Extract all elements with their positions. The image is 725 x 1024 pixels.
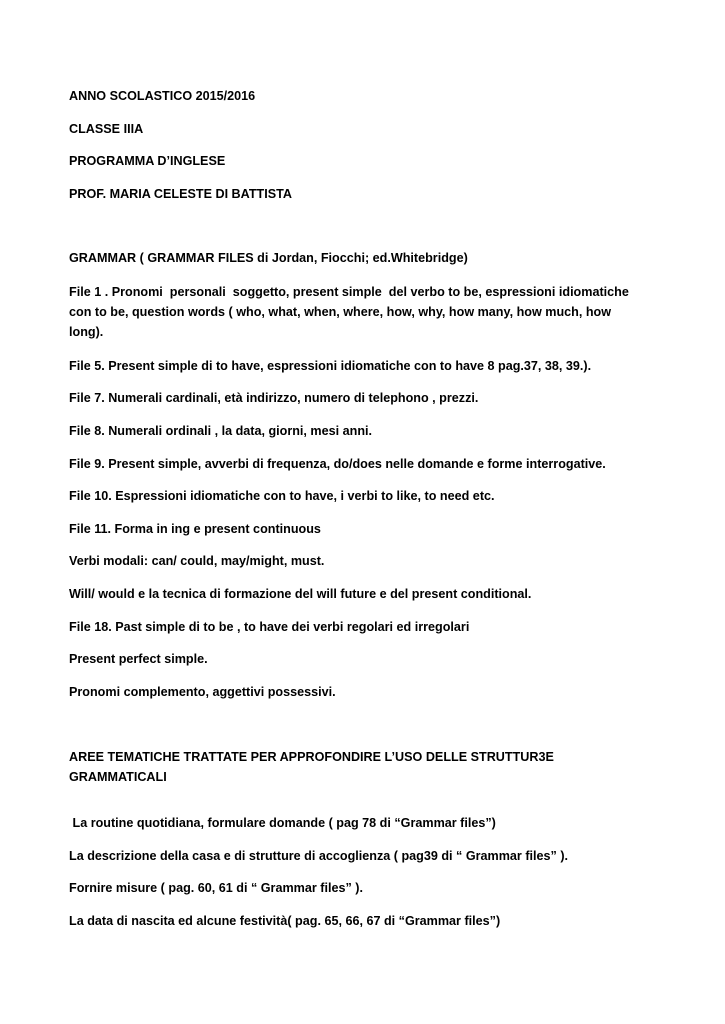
grammar-item: File 11. Forma in ing e present continuous <box>69 522 321 536</box>
grammar-item: File 1 . Pronomi personali soggetto, present simple del verbo to be, espressioni idiomatiche con to be, question words ( who, what, when, where, how, why, how many, how much, how long). <box>69 285 633 339</box>
grammar-item: File 18. Past simple di to be , to have dei verbi regolari ed irregolari <box>69 620 470 634</box>
grammar-item: File 9. Present simple, avverbi di frequenza, do/does nelle domande e forme interrogative. <box>69 457 606 471</box>
school-year: ANNO SCOLASTICO 2015/2016 <box>69 89 256 103</box>
grammar-item: File 7. Numerali cardinali, età indirizzo, numero di telephono , prezzi. <box>69 391 479 405</box>
theme-item: La routine quotidiana, formulare domande ( pag 78 di “Grammar files”) <box>69 816 496 830</box>
theme-item: La descrizione della casa e di strutture di accoglienza ( pag39 di “ Grammar files” ). <box>69 849 569 863</box>
theme-item: La data di nascita ed alcune festività( pag. 65, 66, 67 di “Grammar files”) <box>69 914 501 928</box>
themes-heading: AREE TEMATICHE TRATTATE PER APPROFONDIRE L’USO DELLE STRUTTUR3E GRAMMATICALI <box>69 750 558 784</box>
class-label: CLASSE IIIA <box>69 122 144 136</box>
grammar-item: File 5. Present simple di to have, espressioni idiomatiche con to have 8 pag.37, 38, 39.). <box>69 359 592 373</box>
grammar-item: File 8. Numerali ordinali , la data, giorni, mesi anni. <box>69 424 373 438</box>
grammar-heading: GRAMMAR ( GRAMMAR FILES di Jordan, Fiocchi; ed.Whitebridge) <box>69 251 468 265</box>
grammar-item: Present perfect simple. <box>69 652 208 666</box>
grammar-item: Verbi modali: can/ could, may/might, must. <box>69 554 325 568</box>
program-title: PROGRAMMA D’INGLESE <box>69 154 226 168</box>
grammar-item: File 10. Espressioni idiomatiche con to have, i verbi to like, to need etc. <box>69 489 495 503</box>
teacher-name: PROF. MARIA CELESTE DI BATTISTA <box>69 187 292 201</box>
grammar-item: Will/ would e la tecnica di formazione del will future e del present conditional. <box>69 587 532 601</box>
theme-item: Fornire misure ( pag. 60, 61 di “ Grammar files” ). <box>69 881 363 895</box>
grammar-item: Pronomi complemento, aggettivi possessivi. <box>69 685 336 699</box>
